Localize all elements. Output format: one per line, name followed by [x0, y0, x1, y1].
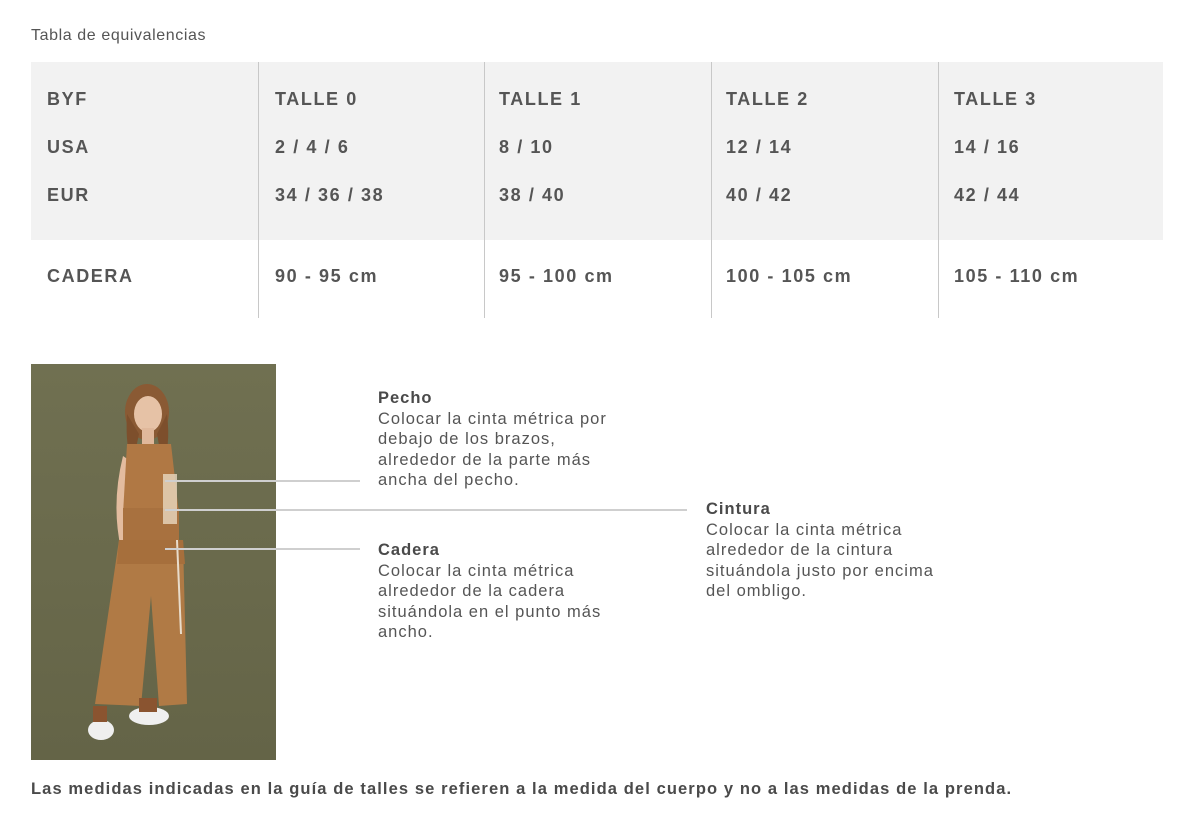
usa-value: 2 / 4 / 6	[275, 137, 350, 157]
eur-value: 38 / 40	[499, 185, 566, 205]
cadera-value: 105 - 110 cm	[954, 266, 1080, 286]
description-line: ancha del pecho.	[378, 471, 520, 489]
description-line: situándola en el punto más	[378, 602, 602, 621]
row-label-usa: USA	[47, 137, 90, 157]
description-line: alrededor de la parte más	[378, 450, 592, 469]
pecho-guide-line	[165, 480, 360, 482]
description-line: debajo de los brazos,	[378, 430, 556, 448]
description-line: Colocar la cinta métrica por	[378, 409, 607, 428]
cadera-value: 90 - 95 cm	[275, 266, 379, 286]
row-label-cadera: CADERA	[47, 266, 134, 286]
column-divider	[258, 62, 259, 318]
description-line: ancho.	[378, 623, 434, 641]
cadera-guide-line	[165, 548, 360, 550]
eur-value: 40 / 42	[726, 185, 793, 205]
description-line: alrededor de la cadera	[378, 582, 566, 600]
description-line: situándola justo por encima	[706, 561, 934, 580]
size-talle-2: TALLE 2	[726, 89, 809, 109]
model-photo	[31, 364, 276, 760]
cadera-value: 100 - 105 cm	[726, 266, 853, 286]
model-figure-illustration	[31, 364, 276, 760]
column-divider	[484, 62, 485, 318]
eur-value: 42 / 44	[954, 185, 1021, 205]
row-label-eur: EUR	[47, 185, 90, 205]
description-line: Colocar la cinta métrica	[378, 561, 575, 580]
cadera-description	[378, 540, 601, 643]
cadera-value: 95 - 100 cm	[499, 266, 614, 286]
cadera-title: Cadera	[378, 541, 440, 559]
description-line: del ombligo.	[706, 582, 807, 600]
pecho-description	[378, 388, 607, 491]
cintura-description	[706, 499, 934, 602]
usa-value: 8 / 10	[499, 137, 554, 157]
row-label-byf: BYF	[47, 89, 88, 109]
usa-value: 14 / 16	[954, 137, 1021, 157]
usa-value: 12 / 14	[726, 137, 793, 157]
column-divider	[711, 62, 712, 318]
cintura-title: Cintura	[706, 500, 771, 518]
eur-value: 34 / 36 / 38	[275, 185, 385, 205]
description-line: alrededor de la cintura	[706, 541, 894, 559]
size-talle-1: TALLE 1	[499, 89, 582, 109]
description-line: Colocar la cinta métrica	[706, 520, 903, 539]
size-equivalence-table	[31, 62, 1163, 318]
page-title: Tabla de equivalencias	[31, 27, 207, 44]
column-divider	[938, 62, 939, 318]
cintura-guide-line	[165, 509, 687, 511]
pecho-title: Pecho	[378, 389, 433, 407]
size-talle-0: TALLE 0	[275, 89, 358, 109]
footer-note: Las medidas indicadas en la guía de talles se refieren a la medida del cuerpo y no a las medidas de la prenda.	[31, 780, 1013, 798]
size-talle-3: TALLE 3	[954, 89, 1037, 109]
